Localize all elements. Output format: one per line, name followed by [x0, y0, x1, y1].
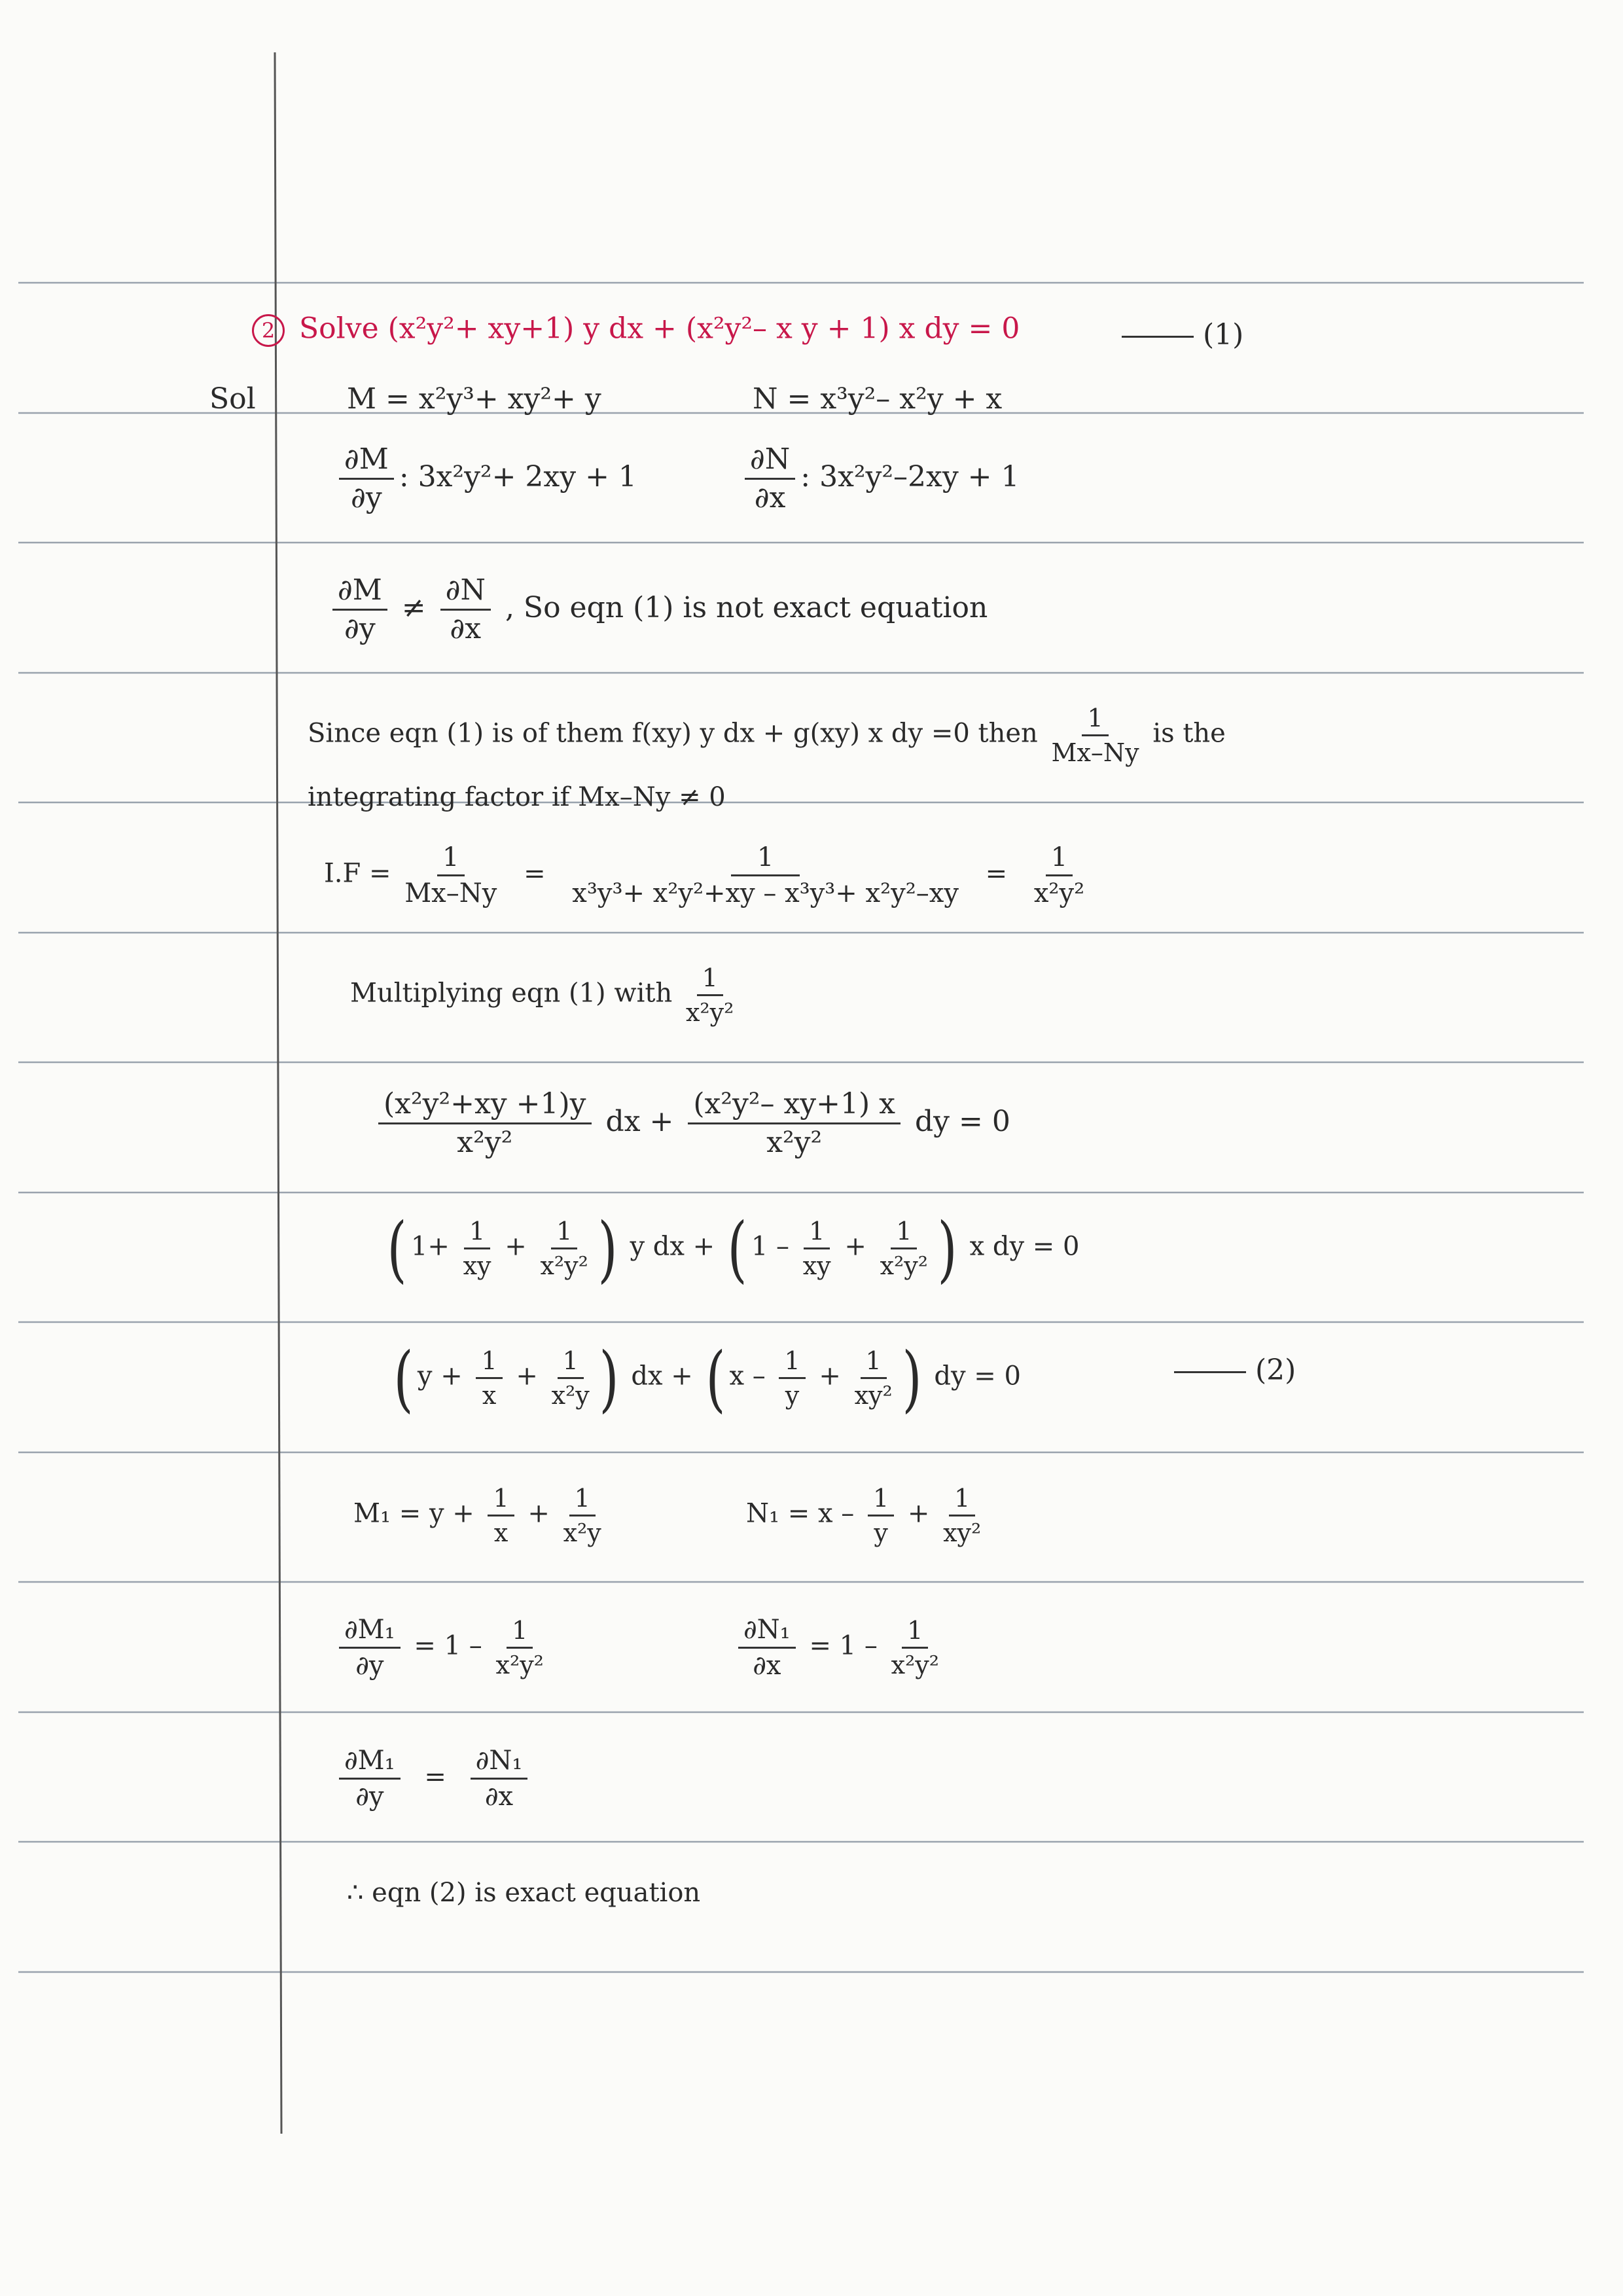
- eqb-plus: +: [505, 1231, 527, 1262]
- eqb-b-den: x²y²: [540, 1251, 588, 1280]
- if-line: I.F = $\frac{1}{Mx-Ny}$ = $\frac{1}{\text{x³y³+ x²y²+xy – x³y³+ x²y²–xy}}$ = $\frac{1}{\text{x²y²}}$: [324, 842, 1085, 908]
- problem-line: [252, 314, 1020, 347]
- ne-right-num: ∂N: [440, 576, 491, 611]
- eqc-lead2: x –: [729, 1361, 766, 1391]
- dn1-f-den: x²y²: [891, 1651, 939, 1679]
- margin-line: [275, 52, 281, 2134]
- problem-text: Solve (x²y²+ xy+1) y dx + (x²y²– x y + 1) x dy = 0: [299, 312, 1020, 346]
- eqa-f2-den: x²y²: [766, 1126, 823, 1159]
- if-label: I.F =: [324, 858, 391, 889]
- eqc-b-num: 1: [558, 1348, 584, 1379]
- eqc-plus2: +: [819, 1361, 841, 1391]
- eqc-b-den: x²y: [551, 1381, 590, 1410]
- n1-a-num: 1: [868, 1486, 894, 1516]
- dm1-rhs: = 1 –: [414, 1630, 482, 1661]
- since-frac-num: 1: [1082, 706, 1108, 736]
- eqc-mid: dx +: [631, 1361, 693, 1391]
- not-equal-sign: ≠: [401, 591, 426, 624]
- eqa-f1-num: (x²y²+xy +1)y: [378, 1090, 592, 1124]
- integrating-factor-line: integrating factor if Mx–Ny ≠ 0: [308, 782, 726, 812]
- n-definition: N = x³y²– x²y + x: [753, 382, 1003, 416]
- eqb-c-num: 1: [804, 1219, 830, 1249]
- eqa-tail: dy = 0: [914, 1105, 1010, 1138]
- equation-a: [373, 1087, 1010, 1159]
- eqa-f2-num: (x²y²– xy+1) x: [688, 1090, 901, 1124]
- eqc-a-den: x: [482, 1381, 497, 1410]
- n1-a-den: y: [874, 1518, 888, 1547]
- dm1-f-den: x²y²: [495, 1651, 544, 1679]
- n1-b-num: 1: [949, 1486, 975, 1516]
- m1-b-num: 1: [569, 1486, 596, 1516]
- partials-equal: [334, 1748, 533, 1810]
- eqb-d-num: 1: [891, 1219, 917, 1249]
- equation-b: ( 1+ $\frac{1}{xy}$ + $\frac{1}{\text{x²y²}}$ ) y dx + ( 1 – $\frac{1}{xy}$ + $\frac{1}{\text{x²y²}}$ ) x dy = 0: [387, 1206, 1080, 1291]
- since-frac-den: Mx–Ny: [1051, 738, 1139, 767]
- eqb-c-den: xy: [802, 1251, 831, 1280]
- sol-label: Sol: [209, 382, 256, 416]
- n1-definition: [746, 1486, 986, 1545]
- dm-dy: [334, 442, 637, 514]
- if-f1-num: 1: [437, 844, 464, 876]
- eqc-plus: +: [516, 1361, 538, 1391]
- eqc-c-den: y: [785, 1381, 800, 1410]
- dm-num: ∂M: [339, 445, 394, 480]
- ne-left-den: ∂y: [344, 612, 376, 645]
- dn-dx: [740, 442, 1020, 514]
- eqb-mid: y dx +: [630, 1231, 715, 1262]
- since-tail: is the: [1152, 718, 1226, 749]
- n1-lead: N₁ = x –: [746, 1498, 855, 1529]
- m1-a-den: x: [493, 1518, 508, 1547]
- eqa-mid: dx +: [605, 1105, 674, 1138]
- multiplying-text: Multiplying eqn (1) with: [350, 978, 673, 1009]
- dm1-f-num: 1: [507, 1618, 533, 1649]
- since-line: [308, 706, 1226, 765]
- dm1-num: ∂M₁: [339, 1617, 401, 1649]
- dn-rhs: : 3x²y²–2xy + 1: [800, 460, 1020, 493]
- if-f3-den: x²y²: [1033, 878, 1085, 908]
- dn-num: ∂N: [745, 445, 795, 480]
- dn1-num: ∂N₁: [738, 1617, 796, 1649]
- eq2-label: (2): [1255, 1354, 1296, 1387]
- if-f2-den: x³y³+ x²y²+xy – x³y³+ x²y²–xy: [572, 878, 959, 908]
- eq1-ref: [1113, 318, 1244, 351]
- eqb-tail: x dy = 0: [969, 1231, 1080, 1262]
- m1-plus: +: [527, 1498, 550, 1529]
- not-exact-text: , So eqn (1) is not exact equation: [505, 591, 988, 624]
- eqc-c-num: 1: [779, 1348, 805, 1379]
- since-text: Since eqn (1) is of them f(xy) y dx + g(xy) x dy =0 then: [308, 718, 1038, 749]
- if-f2-num: 1: [731, 844, 800, 876]
- equation-c: ( y + $\frac{1}{x}$ + $\frac{1}{\text{x²y}}$ ) dx + ( x – $\frac{1}{y}$ + $\frac{1}{\text{xy²}}$ ) dy = 0: [393, 1336, 1021, 1420]
- dm1-den: ∂y: [355, 1651, 384, 1681]
- m1-lead: M₁ = y +: [353, 1498, 474, 1529]
- dn1-rhs: = 1 –: [809, 1630, 878, 1661]
- pe-r-num: ∂N₁: [471, 1748, 528, 1780]
- problem-number: 2: [252, 314, 285, 347]
- m1-a-num: 1: [488, 1486, 514, 1516]
- pe-l-num: ∂M₁: [339, 1748, 401, 1780]
- if-f3-num: 1: [1046, 844, 1073, 876]
- dm-rhs: : 3x²y²+ 2xy + 1: [399, 460, 637, 493]
- n1-plus: +: [907, 1498, 930, 1529]
- not-exact-line: [327, 573, 988, 645]
- if-f1-den: Mx–Ny: [404, 878, 497, 908]
- eqc-tail: dy = 0: [934, 1361, 1021, 1391]
- eqb-a-den: xy: [463, 1251, 491, 1280]
- eqa-f1-den: x²y²: [457, 1126, 513, 1159]
- dn1-f-num: 1: [902, 1618, 928, 1649]
- dn1-dx: [733, 1617, 944, 1679]
- eqb-lead1: 1+: [410, 1231, 450, 1262]
- n1-b-den: xy²: [943, 1518, 982, 1547]
- eq2-ref: [1165, 1356, 1296, 1385]
- dn1-den: ∂x: [753, 1651, 781, 1681]
- m1-b-den: x²y: [563, 1518, 601, 1547]
- eqb-lead2: 1 –: [751, 1231, 790, 1262]
- m1-definition: [353, 1486, 607, 1545]
- dn-den: ∂x: [754, 481, 786, 514]
- eqc-d-num: 1: [861, 1348, 887, 1379]
- multiplying-line: [350, 965, 739, 1025]
- ne-left-num: ∂M: [332, 576, 387, 611]
- pe-l-den: ∂y: [355, 1782, 384, 1812]
- eqb-d-den: x²y²: [880, 1251, 928, 1280]
- eqb-plus2: +: [844, 1231, 866, 1262]
- eqc-d-den: xy²: [854, 1381, 893, 1410]
- eq1-label: (1): [1203, 318, 1244, 351]
- eqc-a-num: 1: [476, 1348, 502, 1379]
- eqb-b-num: 1: [551, 1219, 577, 1249]
- mult-frac-den: x²y²: [685, 998, 734, 1027]
- dm-den: ∂y: [351, 481, 382, 514]
- dm1-dy: [334, 1617, 549, 1679]
- m-definition: M = x²y³+ xy²+ y: [347, 382, 601, 416]
- conclusion: ∴ eqn (2) is exact equation: [347, 1878, 701, 1908]
- eqb-a-num: 1: [464, 1219, 490, 1249]
- pe-op: =: [424, 1761, 446, 1792]
- mult-frac-num: 1: [697, 965, 723, 996]
- pe-r-den: ∂x: [484, 1782, 514, 1812]
- eqc-lead1: y +: [417, 1361, 463, 1391]
- ne-right-den: ∂x: [450, 612, 482, 645]
